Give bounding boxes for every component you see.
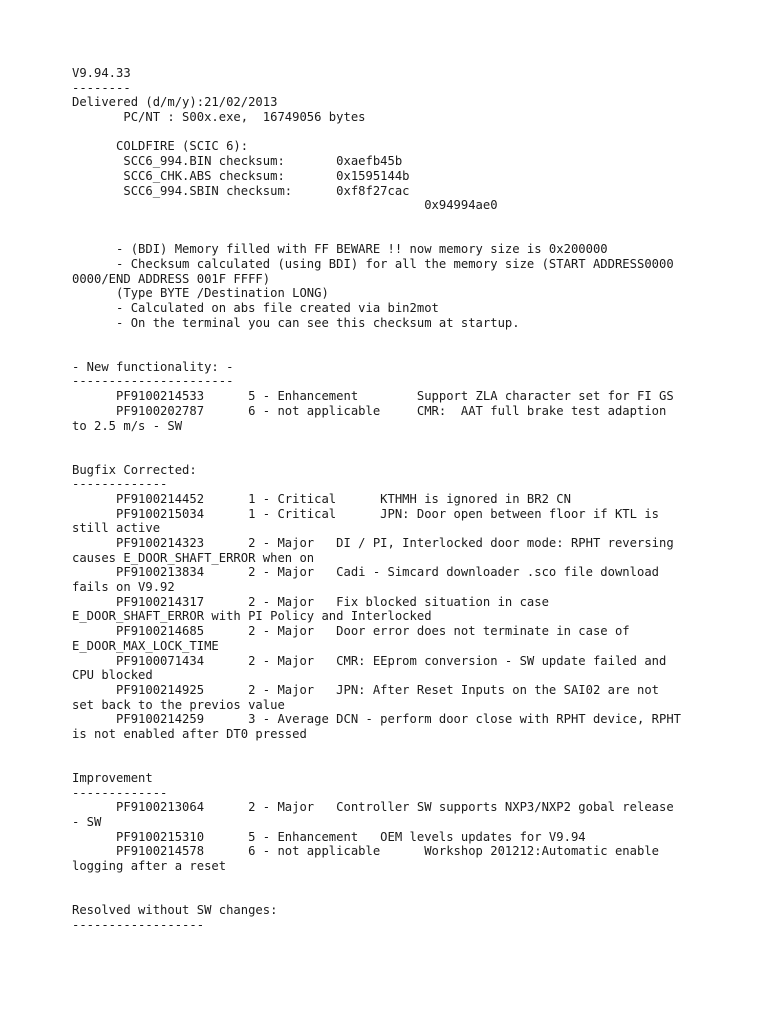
text-line: Resolved without SW changes:: [72, 903, 278, 918]
text-line: PF9100215310 5 - Enhancement OEM levels updates for V9.94: [72, 829, 586, 844]
text-line: SCC6_CHK.ABS checksum: 0x1595144b: [72, 168, 410, 183]
text-line: -------------: [72, 477, 168, 492]
text-line: --------: [72, 80, 131, 95]
text-line: - Calculated on abs file created via bin2mot: [72, 301, 439, 315]
text-line: - On the terminal you can see this checksum at startup.: [72, 315, 520, 330]
text-line: to 2.5 m/s - SW: [72, 418, 183, 433]
text-line: set back to the previos value: [72, 697, 285, 712]
text-line: ----------------------: [72, 374, 234, 389]
blank-line: [72, 874, 762, 889]
blank-line: [72, 742, 762, 757]
text-line: 0000/END ADDRESS 001F FFFF): [72, 271, 271, 286]
text-line: SCC6_994.BIN checksum: 0xaefb45b: [72, 154, 403, 169]
text-line: PF9100214685 2 - Major Door error does not terminate in case of: [72, 624, 630, 639]
blank-line: [72, 756, 762, 771]
text-line: PF9100213064 2 - Major Controller SW supports NXP3/NXP2 gobal release: [72, 800, 674, 815]
blank-line: [72, 228, 762, 243]
text-line: 0x94994ae0: [72, 198, 498, 213]
text-line: (Type BYTE /Destination LONG): [72, 286, 329, 301]
text-line: PF9100214259 3 - Average DCN - perform door close with RPHT device, RPHT: [72, 712, 682, 727]
text-line: - New functionality: -: [72, 359, 234, 374]
text-line: PF9100202787 6 - not applicable CMR: AAT full brake test adaption: [72, 403, 667, 418]
text-line: E_DOOR_SHAFT_ERROR with PI Policy and Interlocked: [72, 609, 432, 624]
text-line: PF9100213834 2 - Major Cadi - Simcard downloader .sco file download: [72, 565, 659, 580]
text-line: PF9100071434 2 - Major CMR: EEprom conversion - SW update failed and: [72, 653, 667, 668]
text-line: fails on V9.92: [72, 580, 175, 595]
blank-line: [72, 345, 762, 360]
text-line: PF9100215034 1 - Critical JPN: Door open between floor if KTL is: [72, 506, 659, 521]
text-line: COLDFIRE (SCIC 6):: [72, 139, 249, 154]
blank-line: [72, 213, 762, 228]
text-line: - Checksum calculated (using BDI) for all the memory size (START ADDRESS0000: [72, 256, 674, 271]
text-line: SCC6_994.SBIN checksum: 0xf8f27cac: [72, 183, 410, 198]
text-line: ------------------: [72, 917, 205, 932]
text-line: - SW: [72, 815, 102, 830]
text-line: logging after a reset: [72, 859, 227, 874]
text-line: PF9100214323 2 - Major DI / PI, Interlocked door mode: RPHT reversing: [72, 536, 674, 550]
text-line: -------------: [72, 785, 168, 800]
text-line: Delivered (d/m/y):21/02/2013: [72, 95, 278, 110]
text-line: still active: [72, 521, 161, 536]
blank-line: [72, 125, 762, 140]
text-line: CPU blocked: [72, 668, 153, 683]
blank-line: [72, 889, 762, 904]
text-line: PF9100214925 2 - Major JPN: After Reset Inputs on the SAI02 are not: [72, 682, 659, 697]
text-line: E_DOOR_MAX_LOCK_TIME: [72, 638, 219, 653]
text-line: PF9100214533 5 - Enhancement Support ZLA character set for FI GS: [72, 389, 674, 404]
text-line: - (BDI) Memory filled with FF BEWARE !! now memory size is 0x200000: [72, 242, 608, 257]
text-line: Bugfix Corrected:: [72, 462, 197, 477]
text-line: PF9100214578 6 - not applicable Workshop 201212:Automatic enable: [72, 844, 659, 859]
text-line: PC/NT : S00x.exe, 16749056 bytes: [72, 110, 366, 125]
text-line: causes E_DOOR_SHAFT_ERROR when on: [72, 550, 315, 565]
text-line: PF9100214452 1 - Critical KTHMH is ignored in BR2 CN: [72, 491, 571, 506]
text-line: V9.94.33: [72, 66, 131, 80]
blank-line: [72, 448, 762, 463]
text-line: is not enabled after DT0 pressed: [72, 726, 307, 741]
text-line: PF9100214317 2 - Major Fix blocked situation in case: [72, 594, 549, 609]
blank-line: [72, 330, 762, 345]
release-notes-document: [72, 66, 762, 933]
blank-line: [72, 433, 762, 448]
text-line: Improvement: [72, 771, 153, 785]
